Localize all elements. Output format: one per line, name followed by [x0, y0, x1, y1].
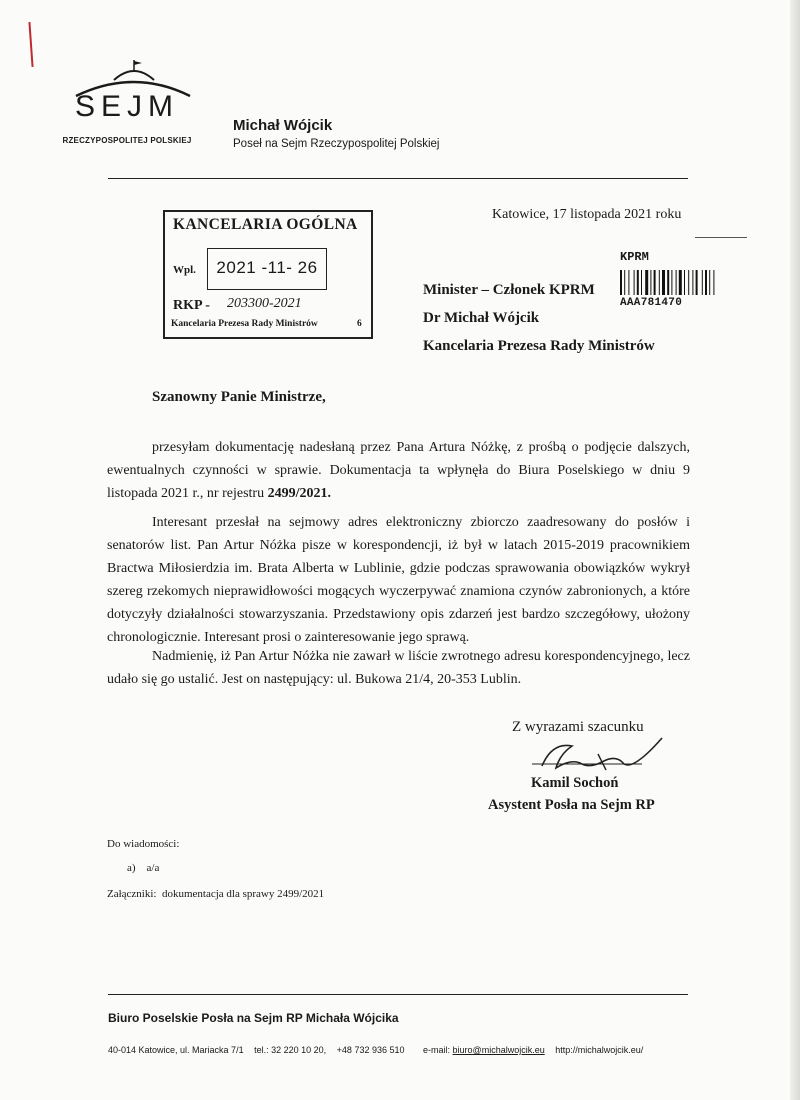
logo-subtitle: RZECZYPOSPOLITEJ POLSKIEJ: [62, 136, 192, 145]
attachments: Załączniki: dokumentacja dla sprawy 2499/2021: [107, 888, 325, 900]
red-pen-mark: [28, 22, 33, 67]
paper-edge-shadow: [790, 0, 800, 1100]
footer-mobile: +48 732 936 510: [336, 1045, 405, 1055]
addressee-name: Dr Michał Wójcik: [423, 310, 540, 326]
stamp-wpl-label: Wpl.: [173, 264, 196, 276]
footer-phone: tel.: 32 220 10 20,: [254, 1045, 327, 1055]
body-paragraph-3: [107, 645, 690, 691]
stamp-rkp-number: 203300-2021: [227, 296, 302, 311]
cc-item: a) a/a: [127, 862, 160, 874]
body-paragraph-2-text: Interesant przesłał na sejmowy adres elektroniczny zbiorczo zaadresowany do posłów i senatorów list. Pan Artur Nóżka pisze w korespondencji, iż był w latach 2015-2019 pracownikiem Bractwa Miłosierdzia im. Brata Alberta w Lublinie, gdzie podczas sprawowania obowiązków wykrył szereg rzekomych nieprawidłowości mogących wyczerpywać znamiona czynów zabronionych, a które dotyczyły działalności stowarzyszania. Przedstawiony opis zdarzeń jest bardzo szczegółowy, ułożony chronologicznie. Interesant prosi o zainteresowanie jego sprawą.: [107, 515, 690, 645]
body-paragraph-1-text: przesyłam dokumentację nadesłaną przez Pana Artura Nóżkę, z prośbą o podjęcie dalszych, ewentualnych czynności w sprawie. Dokumentacja ta wpłynęła do Biura Poselskiego w dniu 9 listopada 2021 r., nr rejestru: [107, 440, 690, 501]
mp-name: Michał Wójcik: [233, 117, 333, 134]
footer-web-link[interactable]: http://michalwojcik.eu/: [555, 1045, 644, 1055]
footer-title: Biuro Poselskie Posła na Sejm RP Michała Wójcika: [108, 1011, 399, 1025]
mp-role: Poseł na Sejm Rzeczypospolitej Polskiej: [233, 138, 440, 150]
footer-address: 40-014 Katowice, ul. Mariacka 7/1: [108, 1045, 244, 1055]
register-number: 2499/2021.: [267, 486, 331, 501]
signatory-role: Asystent Posła na Sejm RP: [488, 797, 655, 813]
barcode-label: KPRM: [620, 250, 649, 264]
stamp-date-box: [207, 248, 327, 290]
cc-label: Do wiadomości:: [107, 838, 180, 850]
stamp-rkp-label: RKP -: [173, 298, 210, 313]
stamp-number: 6: [357, 319, 362, 329]
sejm-logo: [62, 58, 192, 153]
body-paragraph-3-text: Nadmienię, iż Pan Artur Nóżka nie zawarł w liście zwrotnego adresu korespondencyjnego, lecz udało się go ustalić. Jest on następujący: ul. Bukowa 21/4, 20-353 Lublin.: [107, 649, 690, 687]
addressee-office: Kancelaria Prezesa Rady Ministrów: [423, 338, 655, 354]
salutation: Szanowny Panie Ministrze,: [152, 389, 326, 405]
body-paragraph-1: [107, 436, 690, 505]
header-divider: [108, 178, 688, 179]
footer-divider: [108, 994, 688, 995]
footer-email-link[interactable]: biuro@michalwojcik.eu: [452, 1045, 545, 1055]
place-date: Katowice, 17 listopada 2021 roku: [492, 207, 682, 222]
footer-contact: [108, 1045, 643, 1055]
stamp-footer: Kancelaria Prezesa Rady Ministrów: [171, 319, 318, 329]
pen-dash: [695, 237, 747, 238]
stamp-date: 2021 -11- 26: [216, 258, 318, 277]
closing-regards: Z wyrazami szacunku: [512, 719, 644, 735]
registry-stamp: [163, 210, 373, 339]
footer-email-label: e-mail:: [423, 1045, 451, 1055]
stamp-title: KANCELARIA OGÓLNA: [173, 216, 358, 233]
barcode-icon: [620, 270, 742, 295]
logo-word: SEJM: [74, 90, 179, 123]
addressee-title: Minister – Członek KPRM: [423, 282, 595, 298]
body-paragraph-2: [107, 511, 690, 649]
signatory-name: Kamil Sochoń: [531, 775, 619, 791]
barcode-number: AAA781470: [620, 297, 683, 309]
